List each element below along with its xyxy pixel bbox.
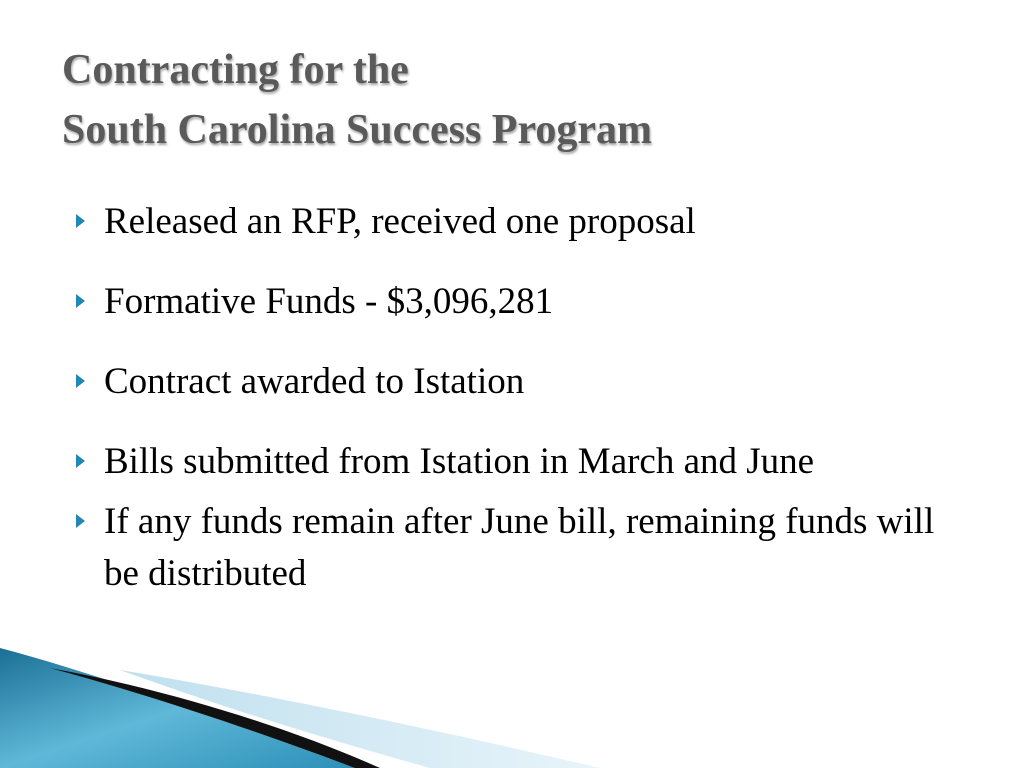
bullet-text: Contract awarded to Istation bbox=[104, 361, 525, 402]
bullet-item-bills bbox=[73, 436, 953, 488]
bullet-item-remaining bbox=[73, 496, 953, 600]
decorative-swoosh bbox=[0, 640, 1024, 768]
bullet-text: Formative Funds - $3,096,281 bbox=[104, 281, 554, 322]
triangle-right-icon bbox=[76, 514, 85, 528]
slide-title bbox=[62, 40, 982, 160]
bullet-text: If any funds remain after June bill, remaining funds will be distributed bbox=[104, 501, 935, 594]
triangle-right-icon bbox=[76, 294, 85, 308]
triangle-right-icon bbox=[76, 214, 85, 228]
triangle-right-icon bbox=[76, 374, 85, 388]
bullet-item-funds bbox=[73, 276, 953, 328]
bullet-item-contract bbox=[73, 356, 953, 408]
title-line-1: Contracting for the bbox=[62, 47, 409, 93]
triangle-right-icon bbox=[76, 454, 85, 468]
bullet-text: Bills submitted from Istation in March and June bbox=[104, 441, 815, 482]
bullet-item-rfp bbox=[73, 196, 953, 248]
title-line-2: South Carolina Success Program bbox=[62, 107, 652, 153]
bullet-text: Released an RFP, received one proposal bbox=[104, 201, 696, 242]
bullet-list bbox=[73, 196, 953, 600]
